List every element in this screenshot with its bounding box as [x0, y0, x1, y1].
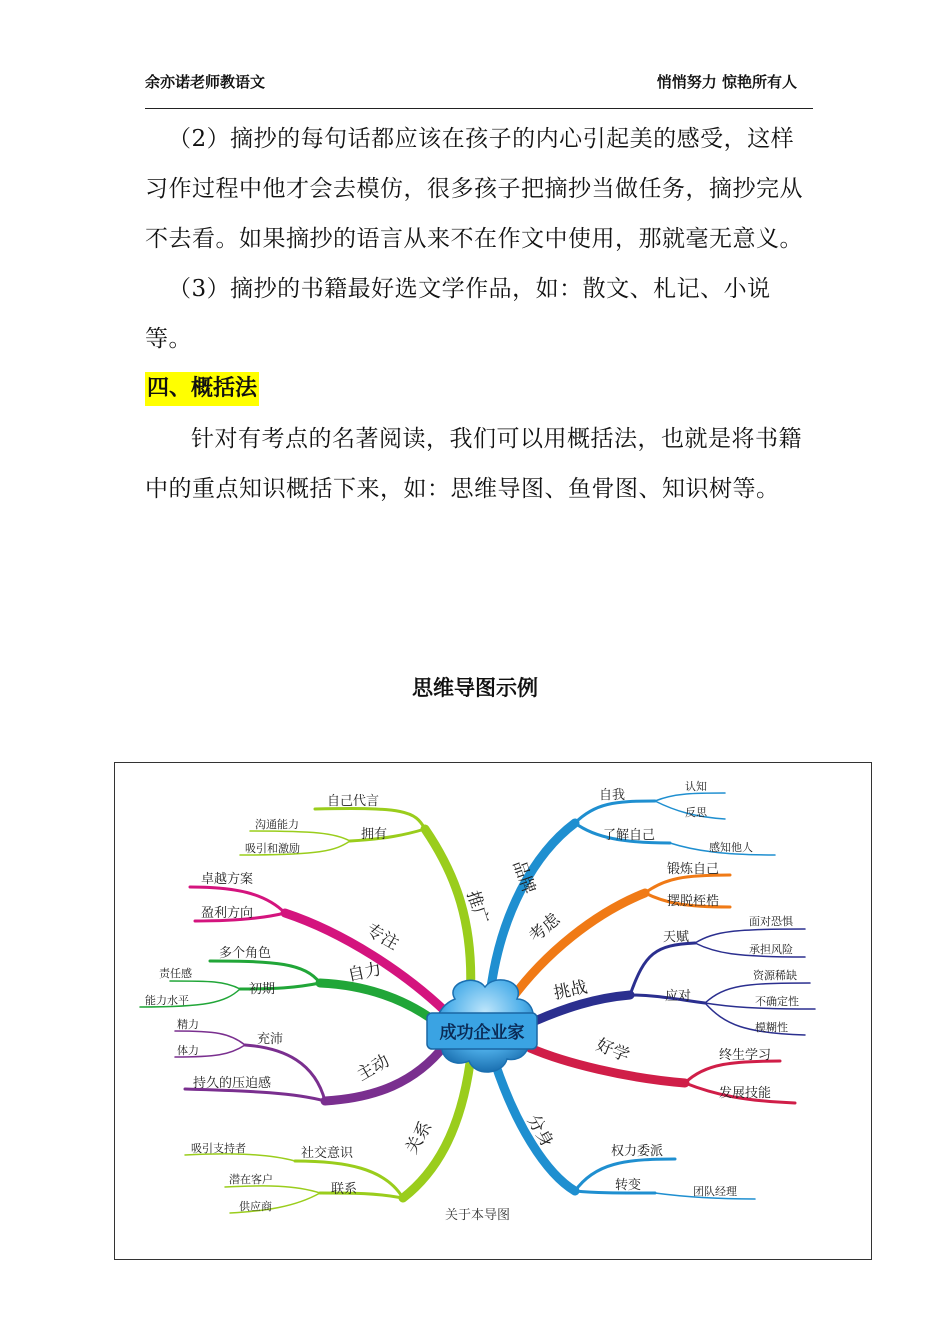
section-heading: 四、概括法	[145, 372, 259, 406]
sub-tiaozhan-2: 应对	[665, 989, 692, 1004]
page-header	[145, 68, 813, 109]
label-tuiguang: 推广	[462, 888, 492, 927]
label-guanxi: 关系	[402, 1118, 437, 1158]
label-haoxue: 好学	[593, 1035, 633, 1067]
mind-map	[114, 762, 872, 1260]
leaf-tiaozhan-2: 承担风险	[749, 943, 793, 956]
header-right: 悄悄努力 惊艳所有人	[656, 73, 797, 91]
paragraph-2: （3）摘抄的书籍最好选文学作品，如：散文、札记、小说等。	[145, 276, 771, 352]
branch-tiaozhan	[535, 995, 630, 1021]
sub-zili-2: 初期	[249, 982, 276, 997]
label-pinpai: 品牌	[508, 857, 539, 897]
leaf-guanxi-1: 吸引支持者	[191, 1142, 246, 1155]
sub-kaolv-2: 摆脱桎梏	[667, 894, 720, 909]
figure-title: 思维导图示例	[412, 676, 538, 700]
label-zhudong: 主动	[353, 1051, 393, 1086]
sub-tiaozhan-1: 天赋	[663, 930, 690, 945]
sub-zhuanzhu-1: 卓越方案	[201, 872, 254, 887]
leaf-guanxi-3: 供应商	[239, 1200, 272, 1213]
paragraph-3: 针对有考点的名著阅读，我们可以用概括法，也就是将书籍中的重点知识概括下来，如：思维导图、鱼骨图、知识树等。	[145, 426, 802, 502]
branch-zhudong	[325, 1045, 445, 1101]
paragraph-1: （2）摘抄的每句话都应该在孩子的内心引起美的感受，这样习作过程中他才会去模仿，很多孩子把摘抄当做任务，摘抄完从不去看。如果摘抄的语言从来不在作文中使用，那就毫无意义。	[145, 126, 803, 252]
label-kaolv: 考虑	[525, 909, 565, 947]
leaf-zili-1: 责任感	[159, 967, 192, 980]
label-zhuanzhu: 专注	[362, 920, 402, 955]
sub-pinpai-1: 自我	[599, 788, 626, 803]
leaf-pinpai-2: 反思	[685, 806, 707, 819]
sub-zhudong-2: 持久的压迫感	[193, 1076, 272, 1091]
sub-fenshen-2: 转变	[615, 1178, 642, 1193]
leaf-fenshen-1: 团队经理	[693, 1185, 737, 1198]
leaf-tuiguang-2: 吸引和激励	[245, 842, 300, 855]
leaf-pinpai-1: 认知	[685, 780, 707, 793]
sub-zili-1: 多个角色	[219, 946, 272, 961]
sub-haoxue-1: 终生学习	[719, 1048, 772, 1063]
leaf-zhudong-1: 精力	[177, 1018, 199, 1031]
sub-fenshen-1: 权力委派	[611, 1144, 664, 1159]
mind-map-svg	[115, 763, 873, 1261]
branch-tuiguang	[425, 829, 471, 1001]
label-zili: 自力	[345, 959, 384, 986]
label-fenshen: 分身	[522, 1111, 557, 1151]
leaf-zhudong-2: 体力	[177, 1044, 199, 1057]
sub-zhudong-1: 充沛	[257, 1032, 284, 1047]
leaf-tiaozhan-4: 不确定性	[755, 995, 799, 1008]
leaf-tiaozhan-3: 资源稀缺	[753, 969, 797, 982]
sub-kaolv-1: 锻炼自己	[667, 862, 720, 877]
sub-tuiguang-1: 自己代言	[327, 794, 380, 809]
leaf-tiaozhan-5: 模糊性	[755, 1021, 788, 1034]
label-tiaozhan: 挑战	[551, 977, 590, 1004]
leaf-tiaozhan-1: 面对恐惧	[749, 915, 793, 928]
mindmap-footer: 关于本导图	[445, 1208, 511, 1223]
sub-tuiguang-2: 拥有	[361, 827, 388, 842]
leaf-zili-2: 能力水平	[145, 994, 189, 1007]
sub-pinpai-2: 了解自己	[603, 828, 656, 843]
leaf-pinpai-3: 感知他人	[709, 841, 753, 854]
sub-zhuanzhu-2: 盈利方向	[201, 906, 254, 921]
sub-guanxi-1: 社交意识	[301, 1146, 354, 1161]
sub-haoxue-2: 发展技能	[719, 1086, 772, 1101]
sub-guanxi-2: 联系	[331, 1182, 358, 1197]
leaf-tuiguang-1: 沟通能力	[255, 818, 299, 831]
document-body	[145, 114, 810, 514]
header-left: 余亦诺老师教语文	[145, 73, 266, 91]
leaf-guanxi-2: 潜在客户	[229, 1173, 273, 1186]
center-label: 成功企业家	[439, 1023, 525, 1043]
